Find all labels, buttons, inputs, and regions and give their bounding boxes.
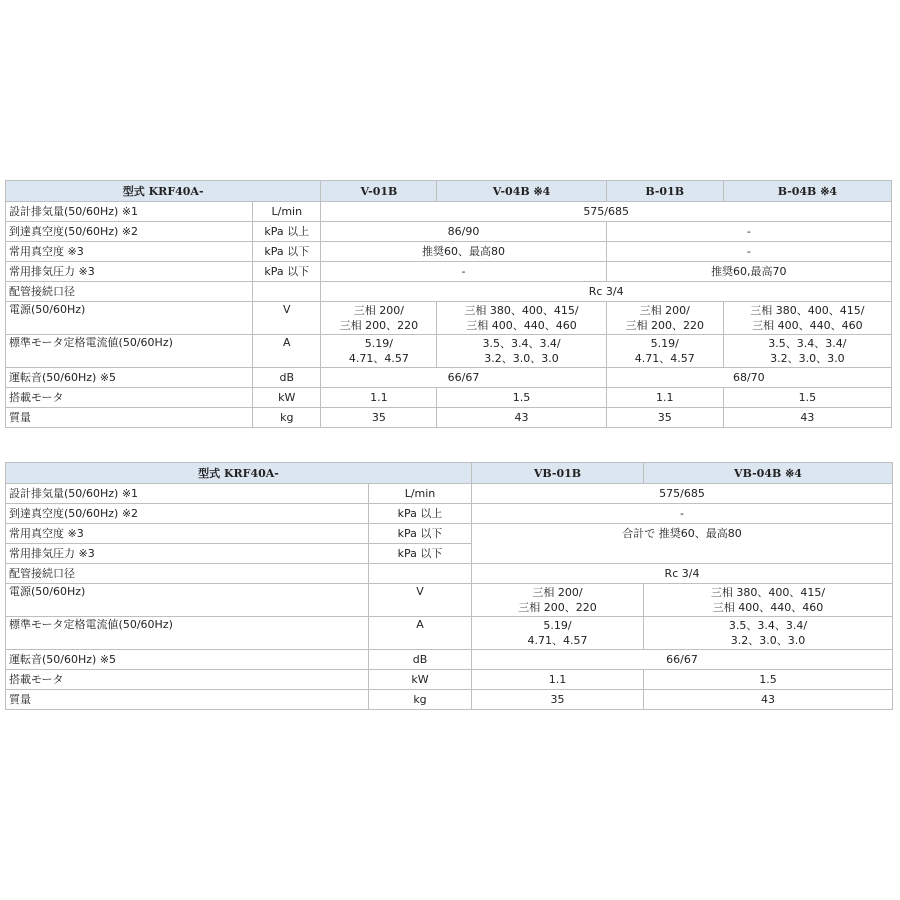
column-header: V-01B: [321, 181, 437, 202]
table-row: [6, 262, 892, 282]
cell-value: 86/90: [321, 222, 606, 242]
row-label: 設計排気量(50/60Hz) ※1: [6, 202, 253, 222]
cell-value: -: [472, 504, 893, 524]
cell-value: -: [321, 262, 606, 282]
cell-value: 66/67: [321, 368, 606, 388]
column-header: VB-04B ※4: [644, 463, 893, 484]
row-label: 搭載モータ: [6, 670, 369, 690]
table-row: [6, 650, 893, 670]
column-header: B-01B: [606, 181, 723, 202]
cell-value: -: [606, 222, 891, 242]
cell-value: 合計で 推奨60、最高80: [472, 524, 893, 564]
row-unit: kg: [253, 408, 321, 428]
column-header: B-04B ※4: [723, 181, 891, 202]
row-unit: kg: [369, 690, 472, 710]
row-unit: kPa 以下: [253, 242, 321, 262]
row-label: 標準モータ定格電流値(50/60Hz): [6, 617, 369, 650]
table-row: [6, 564, 893, 584]
column-header: V-04B ※4: [437, 181, 606, 202]
row-label: 常用排気圧力 ※3: [6, 544, 369, 564]
cell-value: 43: [644, 690, 893, 710]
row-label: 運転音(50/60Hz) ※5: [6, 368, 253, 388]
cell-value: 5.19/ 4.71、4.57: [472, 617, 644, 650]
table-row: [6, 504, 893, 524]
cell-value: 3.5、3.4、3.4/ 3.2、3.0、3.0: [723, 335, 891, 368]
row-unit: kW: [253, 388, 321, 408]
cell-value: 1.5: [437, 388, 606, 408]
row-unit: dB: [369, 650, 472, 670]
model-header: 型式 KRF40A-: [6, 463, 472, 484]
row-label: 電源(50/60Hz): [6, 302, 253, 335]
row-label: 常用真空度 ※3: [6, 242, 253, 262]
row-unit: dB: [253, 368, 321, 388]
row-unit: kPa 以下: [369, 524, 472, 544]
row-label: 常用真空度 ※3: [6, 524, 369, 544]
row-label: 配管接続口径: [6, 564, 369, 584]
cell-value: 三相 200/ 三相 200、220: [606, 302, 723, 335]
row-label: 質量: [6, 690, 369, 710]
cell-value: Rc 3/4: [321, 282, 892, 302]
cell-value: Rc 3/4: [472, 564, 893, 584]
row-unit: V: [369, 584, 472, 617]
cell-value: 3.5、3.4、3.4/ 3.2、3.0、3.0: [644, 617, 893, 650]
table-row: [6, 335, 892, 368]
cell-value: 三相 200/ 三相 200、220: [472, 584, 644, 617]
table-header-row: [6, 181, 892, 202]
row-label: 設計排気量(50/60Hz) ※1: [6, 484, 369, 504]
cell-value: 43: [437, 408, 606, 428]
cell-value: 三相 380、400、415/ 三相 400、440、460: [644, 584, 893, 617]
row-label: 搭載モータ: [6, 388, 253, 408]
cell-value: 68/70: [606, 368, 891, 388]
table-row: [6, 408, 892, 428]
row-label: 質量: [6, 408, 253, 428]
row-unit: A: [369, 617, 472, 650]
row-label: 配管接続口径: [6, 282, 253, 302]
row-unit: [369, 564, 472, 584]
cell-value: 1.1: [472, 670, 644, 690]
cell-value: 三相 380、400、415/ 三相 400、440、460: [437, 302, 606, 335]
table-row: [6, 368, 892, 388]
row-unit: kW: [369, 670, 472, 690]
cell-value: 三相 380、400、415/ 三相 400、440、460: [723, 302, 891, 335]
row-unit: L/min: [253, 202, 321, 222]
row-unit: kPa 以上: [369, 504, 472, 524]
spec-table-1: [5, 180, 892, 428]
row-unit: kPa 以下: [253, 262, 321, 282]
cell-value: -: [606, 242, 891, 262]
row-label: 標準モータ定格電流値(50/60Hz): [6, 335, 253, 368]
table-row: [6, 222, 892, 242]
row-label: 到達真空度(50/60Hz) ※2: [6, 222, 253, 242]
cell-value: 575/685: [321, 202, 892, 222]
row-label: 常用排気圧力 ※3: [6, 262, 253, 282]
row-unit: [253, 282, 321, 302]
table-row: [6, 584, 893, 617]
cell-value: 43: [723, 408, 891, 428]
cell-value: 1.5: [644, 670, 893, 690]
row-label: 電源(50/60Hz): [6, 584, 369, 617]
row-unit: L/min: [369, 484, 472, 504]
table-row: [6, 670, 893, 690]
cell-value: 35: [606, 408, 723, 428]
row-unit: A: [253, 335, 321, 368]
table-header-row: [6, 463, 893, 484]
table-row: [6, 524, 893, 544]
spec-table-2: [5, 462, 893, 710]
table-row: [6, 388, 892, 408]
row-label: 到達真空度(50/60Hz) ※2: [6, 504, 369, 524]
cell-value: 1.1: [606, 388, 723, 408]
cell-value: 1.5: [723, 388, 891, 408]
row-label: 運転音(50/60Hz) ※5: [6, 650, 369, 670]
table-row: [6, 242, 892, 262]
row-unit: kPa 以下: [369, 544, 472, 564]
table-row: [6, 202, 892, 222]
table-row: [6, 690, 893, 710]
cell-value: 推奨60、最高80: [321, 242, 606, 262]
cell-value: 575/685: [472, 484, 893, 504]
cell-value: 5.19/ 4.71、4.57: [606, 335, 723, 368]
table-row: [6, 617, 893, 650]
row-unit: V: [253, 302, 321, 335]
table-row: [6, 484, 893, 504]
cell-value: 三相 200/ 三相 200、220: [321, 302, 437, 335]
cell-value: 66/67: [472, 650, 893, 670]
model-header: 型式 KRF40A-: [6, 181, 321, 202]
cell-value: 推奨60,最高70: [606, 262, 891, 282]
table-row: [6, 302, 892, 335]
column-header: VB-01B: [472, 463, 644, 484]
table-row: [6, 282, 892, 302]
cell-value: 35: [472, 690, 644, 710]
cell-value: 35: [321, 408, 437, 428]
cell-value: 5.19/ 4.71、4.57: [321, 335, 437, 368]
cell-value: 3.5、3.4、3.4/ 3.2、3.0、3.0: [437, 335, 606, 368]
row-unit: kPa 以上: [253, 222, 321, 242]
cell-value: 1.1: [321, 388, 437, 408]
